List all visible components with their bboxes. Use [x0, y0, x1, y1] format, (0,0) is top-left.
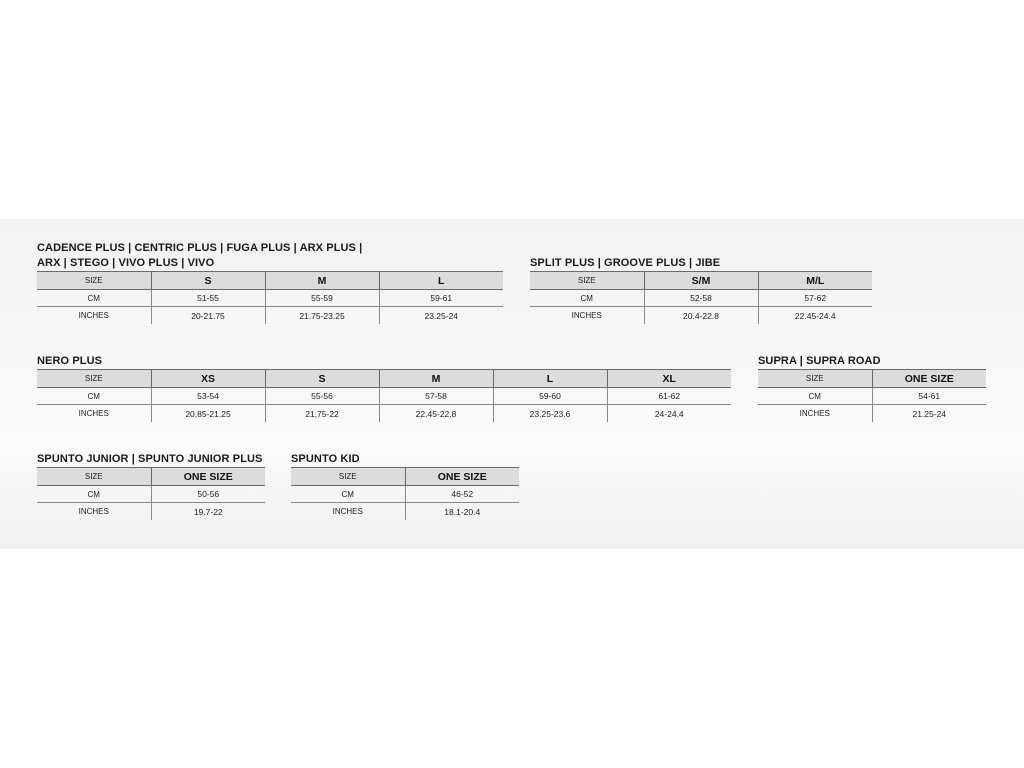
- cm-value: 54-61: [872, 388, 986, 405]
- size-value: S: [265, 370, 379, 388]
- group-title: SUPRA | SUPRA ROAD: [758, 355, 881, 367]
- inches-value: 20.85-21.25: [151, 405, 265, 423]
- cm-label: CM: [37, 388, 151, 405]
- inches-label: INCHES: [571, 311, 602, 320]
- inches-value: 18.1-20.4: [405, 503, 519, 521]
- size-value: ONE SIZE: [872, 370, 986, 388]
- size-value: L: [379, 272, 503, 290]
- group-title: SPLIT PLUS | GROOVE PLUS | JIBE: [530, 257, 721, 269]
- size-table: [291, 467, 519, 520]
- inches-value: 19.7-22: [151, 503, 265, 521]
- inches-value: 24-24.4: [607, 405, 731, 423]
- group-title: SPUNTO JUNIOR | SPUNTO JUNIOR PLUS: [37, 453, 263, 465]
- size-value: M: [265, 272, 379, 290]
- table-row-cm: [530, 290, 872, 307]
- inches-label: INCHES: [799, 409, 830, 418]
- table-row-inches: [291, 503, 519, 521]
- size-value: M/L: [758, 272, 872, 290]
- size-value: ONE SIZE: [151, 468, 265, 486]
- cm-value: 61-62: [607, 388, 731, 405]
- inches-value: 21.25-24: [872, 405, 986, 423]
- group-title: NERO PLUS: [37, 355, 103, 367]
- size-group-cadence: [37, 241, 503, 324]
- size-value: XS: [151, 370, 265, 388]
- cm-value: 46-52: [405, 486, 519, 503]
- size-value: L: [493, 370, 607, 388]
- table-row-inches: [37, 405, 731, 423]
- inches-label: INCHES: [78, 409, 109, 418]
- group-title: [37, 241, 503, 271]
- cm-label: CM: [530, 290, 644, 307]
- size-group-spunto-kid: [291, 452, 519, 520]
- size-table: [758, 369, 986, 422]
- size-table: [37, 271, 503, 324]
- table-row-cm: [37, 388, 731, 405]
- cm-value: 57-58: [379, 388, 493, 405]
- table-header-row: [291, 468, 519, 486]
- inches-value: 23.25-24: [379, 307, 503, 325]
- size-group-split: [530, 256, 872, 324]
- table-header-row: [530, 272, 872, 290]
- cm-value: 51-55: [151, 290, 265, 307]
- table-row-inches: [758, 405, 986, 423]
- cm-value: 55-56: [265, 388, 379, 405]
- size-value: ONE SIZE: [405, 468, 519, 486]
- size-value: S: [151, 272, 265, 290]
- cm-value: 57-62: [758, 290, 872, 307]
- group-title: SPUNTO KID: [291, 453, 360, 465]
- inches-label: INCHES: [78, 507, 109, 516]
- cm-value: 53-54: [151, 388, 265, 405]
- table-row-inches: [37, 503, 265, 521]
- size-value: XL: [607, 370, 731, 388]
- inches-value: 21.75-22: [265, 405, 379, 423]
- table-header-row: [758, 370, 986, 388]
- size-header: SIZE: [530, 272, 644, 290]
- inches-value: 20-21.75: [151, 307, 265, 325]
- size-group-nero: [37, 354, 731, 422]
- cm-label: CM: [291, 486, 405, 503]
- inches-value: 20.4-22.8: [644, 307, 758, 325]
- cm-value: 59-61: [379, 290, 503, 307]
- size-value: S/M: [644, 272, 758, 290]
- cm-value: 59-60: [493, 388, 607, 405]
- cm-label: CM: [37, 290, 151, 307]
- inches-label: INCHES: [78, 311, 109, 320]
- inches-value: 21.75-23.25: [265, 307, 379, 325]
- inches-value: 22.45-24.4: [758, 307, 872, 325]
- cm-label: CM: [758, 388, 872, 405]
- size-header: SIZE: [37, 468, 151, 486]
- cm-label: CM: [37, 486, 151, 503]
- size-table: [37, 467, 265, 520]
- table-row-inches: [530, 307, 872, 325]
- inches-value: 22.45-22.8: [379, 405, 493, 423]
- table-header-row: [37, 468, 265, 486]
- inches-label: INCHES: [332, 507, 363, 516]
- table-row-cm: [758, 388, 986, 405]
- table-header-row: [37, 272, 503, 290]
- cm-value: 55-59: [265, 290, 379, 307]
- table-row-cm: [37, 290, 503, 307]
- size-group-spunto-junior: [37, 452, 265, 520]
- cm-value: 52-58: [644, 290, 758, 307]
- table-header-row: [37, 370, 731, 388]
- cm-value: 50-56: [151, 486, 265, 503]
- table-row-inches: [37, 307, 503, 325]
- size-header: SIZE: [758, 370, 872, 388]
- size-group-supra: [758, 354, 986, 422]
- size-header: SIZE: [291, 468, 405, 486]
- size-header: SIZE: [37, 370, 151, 388]
- size-table: [37, 369, 731, 422]
- table-row-cm: [37, 486, 265, 503]
- size-value: M: [379, 370, 493, 388]
- size-table: [530, 271, 872, 324]
- group-title-line1: CADENCE PLUS | CENTRIC PLUS | FUGA PLUS | ARX PLUS |: [37, 242, 363, 254]
- group-title-line2: ARX | STEGO | VIVO PLUS | VIVO: [37, 257, 215, 269]
- inches-value: 23.25-23.6: [493, 405, 607, 423]
- size-header: SIZE: [37, 272, 151, 290]
- table-row-cm: [291, 486, 519, 503]
